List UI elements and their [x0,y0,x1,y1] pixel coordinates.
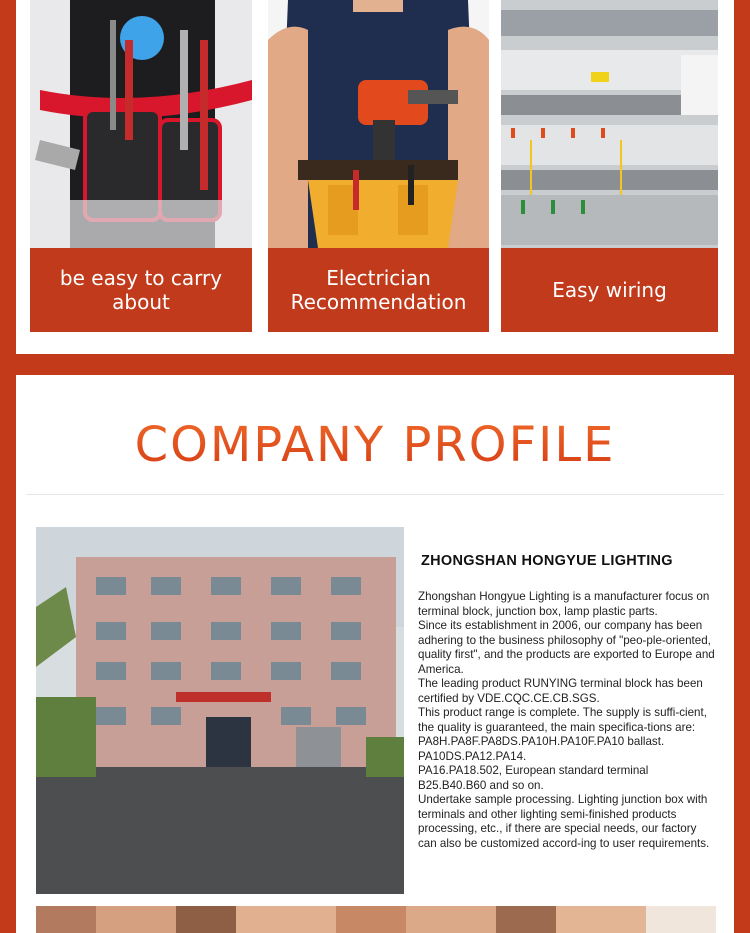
electrician-image [268,0,489,248]
feature-caption: be easy to carry about [30,248,252,332]
feature-card-wiring [501,0,718,332]
company-profile-panel [16,375,734,933]
description-paragraph: terminal block, junction box, lamp plastic parts. [418,604,658,618]
company-description [418,590,718,851]
feature-card-carry [30,0,252,332]
section-title: COMPANY PROFILE [16,415,734,475]
description-paragraph: Since its establishment in 2006, our company has been adhering to the business philosophy of "peo-ple-oriented, quality first", and the products are exported to Europe and America. [418,619,715,676]
tool-belt-image [30,0,252,248]
company-name: ZHONGSHAN HONGYUE LIGHTING [421,553,673,569]
description-paragraph: Zhongshan Hongyue Lighting is a manufacturer focus on [418,590,710,603]
description-paragraph: This product range is complete. The supply is suffi-cient, the quality is guaranteed, the main specifica-tions are: PA8H.PA8F.PA8DS.PA10H.PA10F.PA10 ballast. PA10DS.PA12.PA14. [418,706,707,763]
description-paragraph: PA16.PA18.502, European standard terminal B25.B40.B60 and so on. [418,764,649,792]
feature-panel [16,0,734,354]
factory-building-image [36,527,404,894]
team-photo-strip [36,906,716,933]
description-paragraph: Undertake sample processing. Lighting junction box with terminals and other lighting semi-finished products processing, etc., if there are special needs, our factory can also be customized accord-ing to user requirements. [418,793,710,850]
description-paragraph: The leading product RUNYING terminal block has been certified by VDE.CQC.CE.CB.SGS. [418,677,703,705]
divider [26,494,724,495]
wiring-panel-image [501,0,718,248]
feature-card-electrician [268,0,489,332]
feature-caption: Electrician Recommendation [268,248,489,332]
feature-caption: Easy wiring [501,248,718,332]
